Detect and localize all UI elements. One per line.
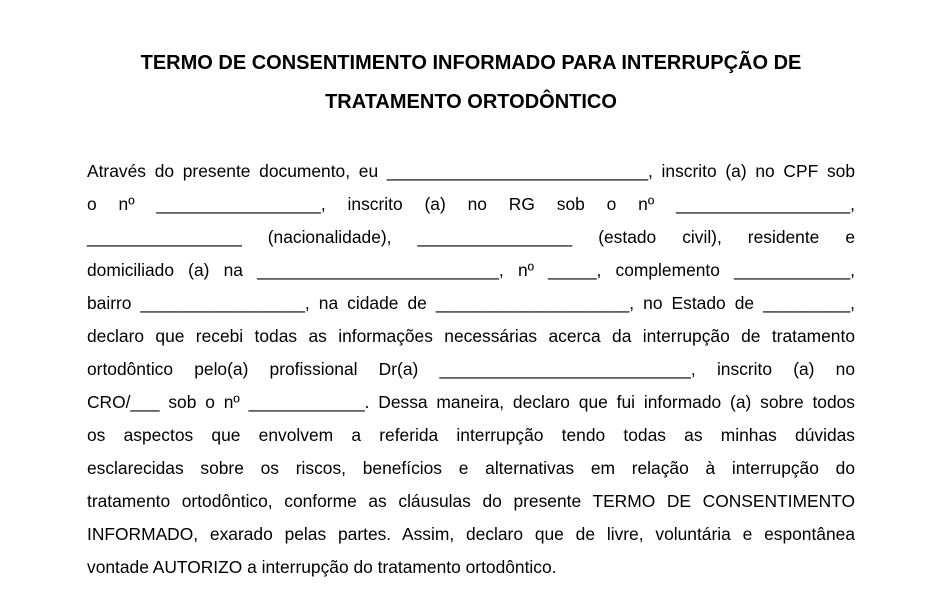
body-line: o nº _________________, inscrito (a) no RG sob o nº __________________,	[87, 194, 855, 214]
body-line: Através do presente documento, eu ___________________________, inscrito (a) no CPF sob	[87, 161, 855, 181]
body-line: ortodôntico pelo(a) profissional Dr(a) __________________________, inscrito (a) no	[87, 359, 855, 379]
body-line: INFORMADO, exarado pelas partes. Assim, declaro que de livre, voluntária e espontânea	[87, 524, 855, 544]
consent-body-paragraph	[87, 155, 855, 584]
document-title-line-2: TRATAMENTO ORTODÔNTICO	[325, 91, 617, 113]
body-line: esclarecidas sobre os riscos, benefícios e alternativas em relação à interrupção do	[87, 458, 855, 478]
body-line: vontade AUTORIZO a interrupção do tratamento ortodôntico.	[87, 557, 557, 577]
body-line: tratamento ortodôntico, conforme as cláusulas do presente TERMO DE CONSENTIMENTO	[87, 491, 855, 511]
body-line: declaro que recebi todas as informações necessárias acerca da interrupção de tratamento	[87, 326, 855, 346]
body-line: bairro _________________, na cidade de ____________________, no Estado de _________,	[87, 293, 855, 313]
document-title-line-1: TERMO DE CONSENTIMENTO INFORMADO PARA INTERRUPÇÃO DE	[140, 52, 802, 74]
body-line: ________________ (nacionalidade), ________________ (estado civil), residente e	[87, 227, 855, 247]
body-line: CRO/___ sob o nº ____________. Dessa maneira, declaro que fui informado (a) sobre todos	[87, 392, 855, 412]
body-line: domiciliado (a) na _________________________, nº _____, complemento ____________,	[87, 260, 855, 280]
body-line: os aspectos que envolvem a referida interrupção tendo todas as minhas dúvidas	[87, 425, 855, 445]
